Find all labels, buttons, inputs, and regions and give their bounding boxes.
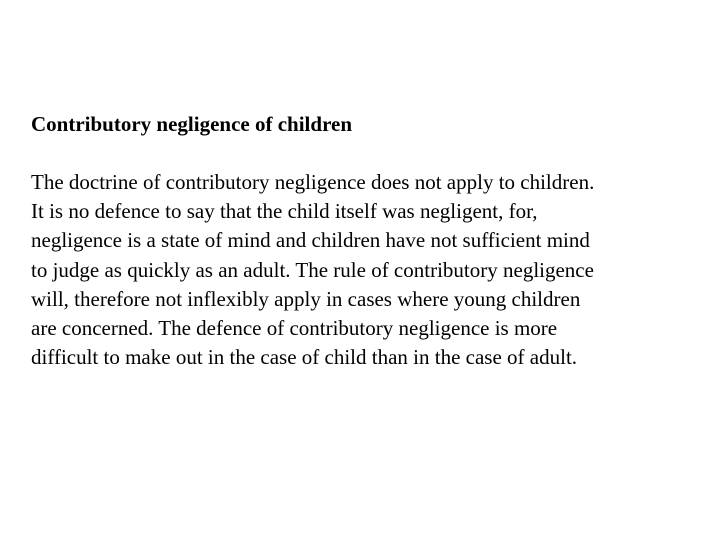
body-line: difficult to make out in the case of child than in the case of adult. [31,345,578,370]
body-line: negligence is a state of mind and children have not sufficient mind [31,228,590,253]
body-line: The doctrine of contributory negligence does not apply to children. [31,170,595,194]
body-line: to judge as quickly as an adult. The rule of contributory negligence [31,257,594,282]
body-line: will, therefore not inflexibly apply in cases where young children [31,286,581,311]
body-line: are concerned. The defence of contributory negligence is more [31,316,558,341]
slide-body [31,168,696,372]
slide-title: Contributory negligence of children [31,112,353,136]
body-line: It is no defence to say that the child itself was negligent, for, [31,199,538,224]
